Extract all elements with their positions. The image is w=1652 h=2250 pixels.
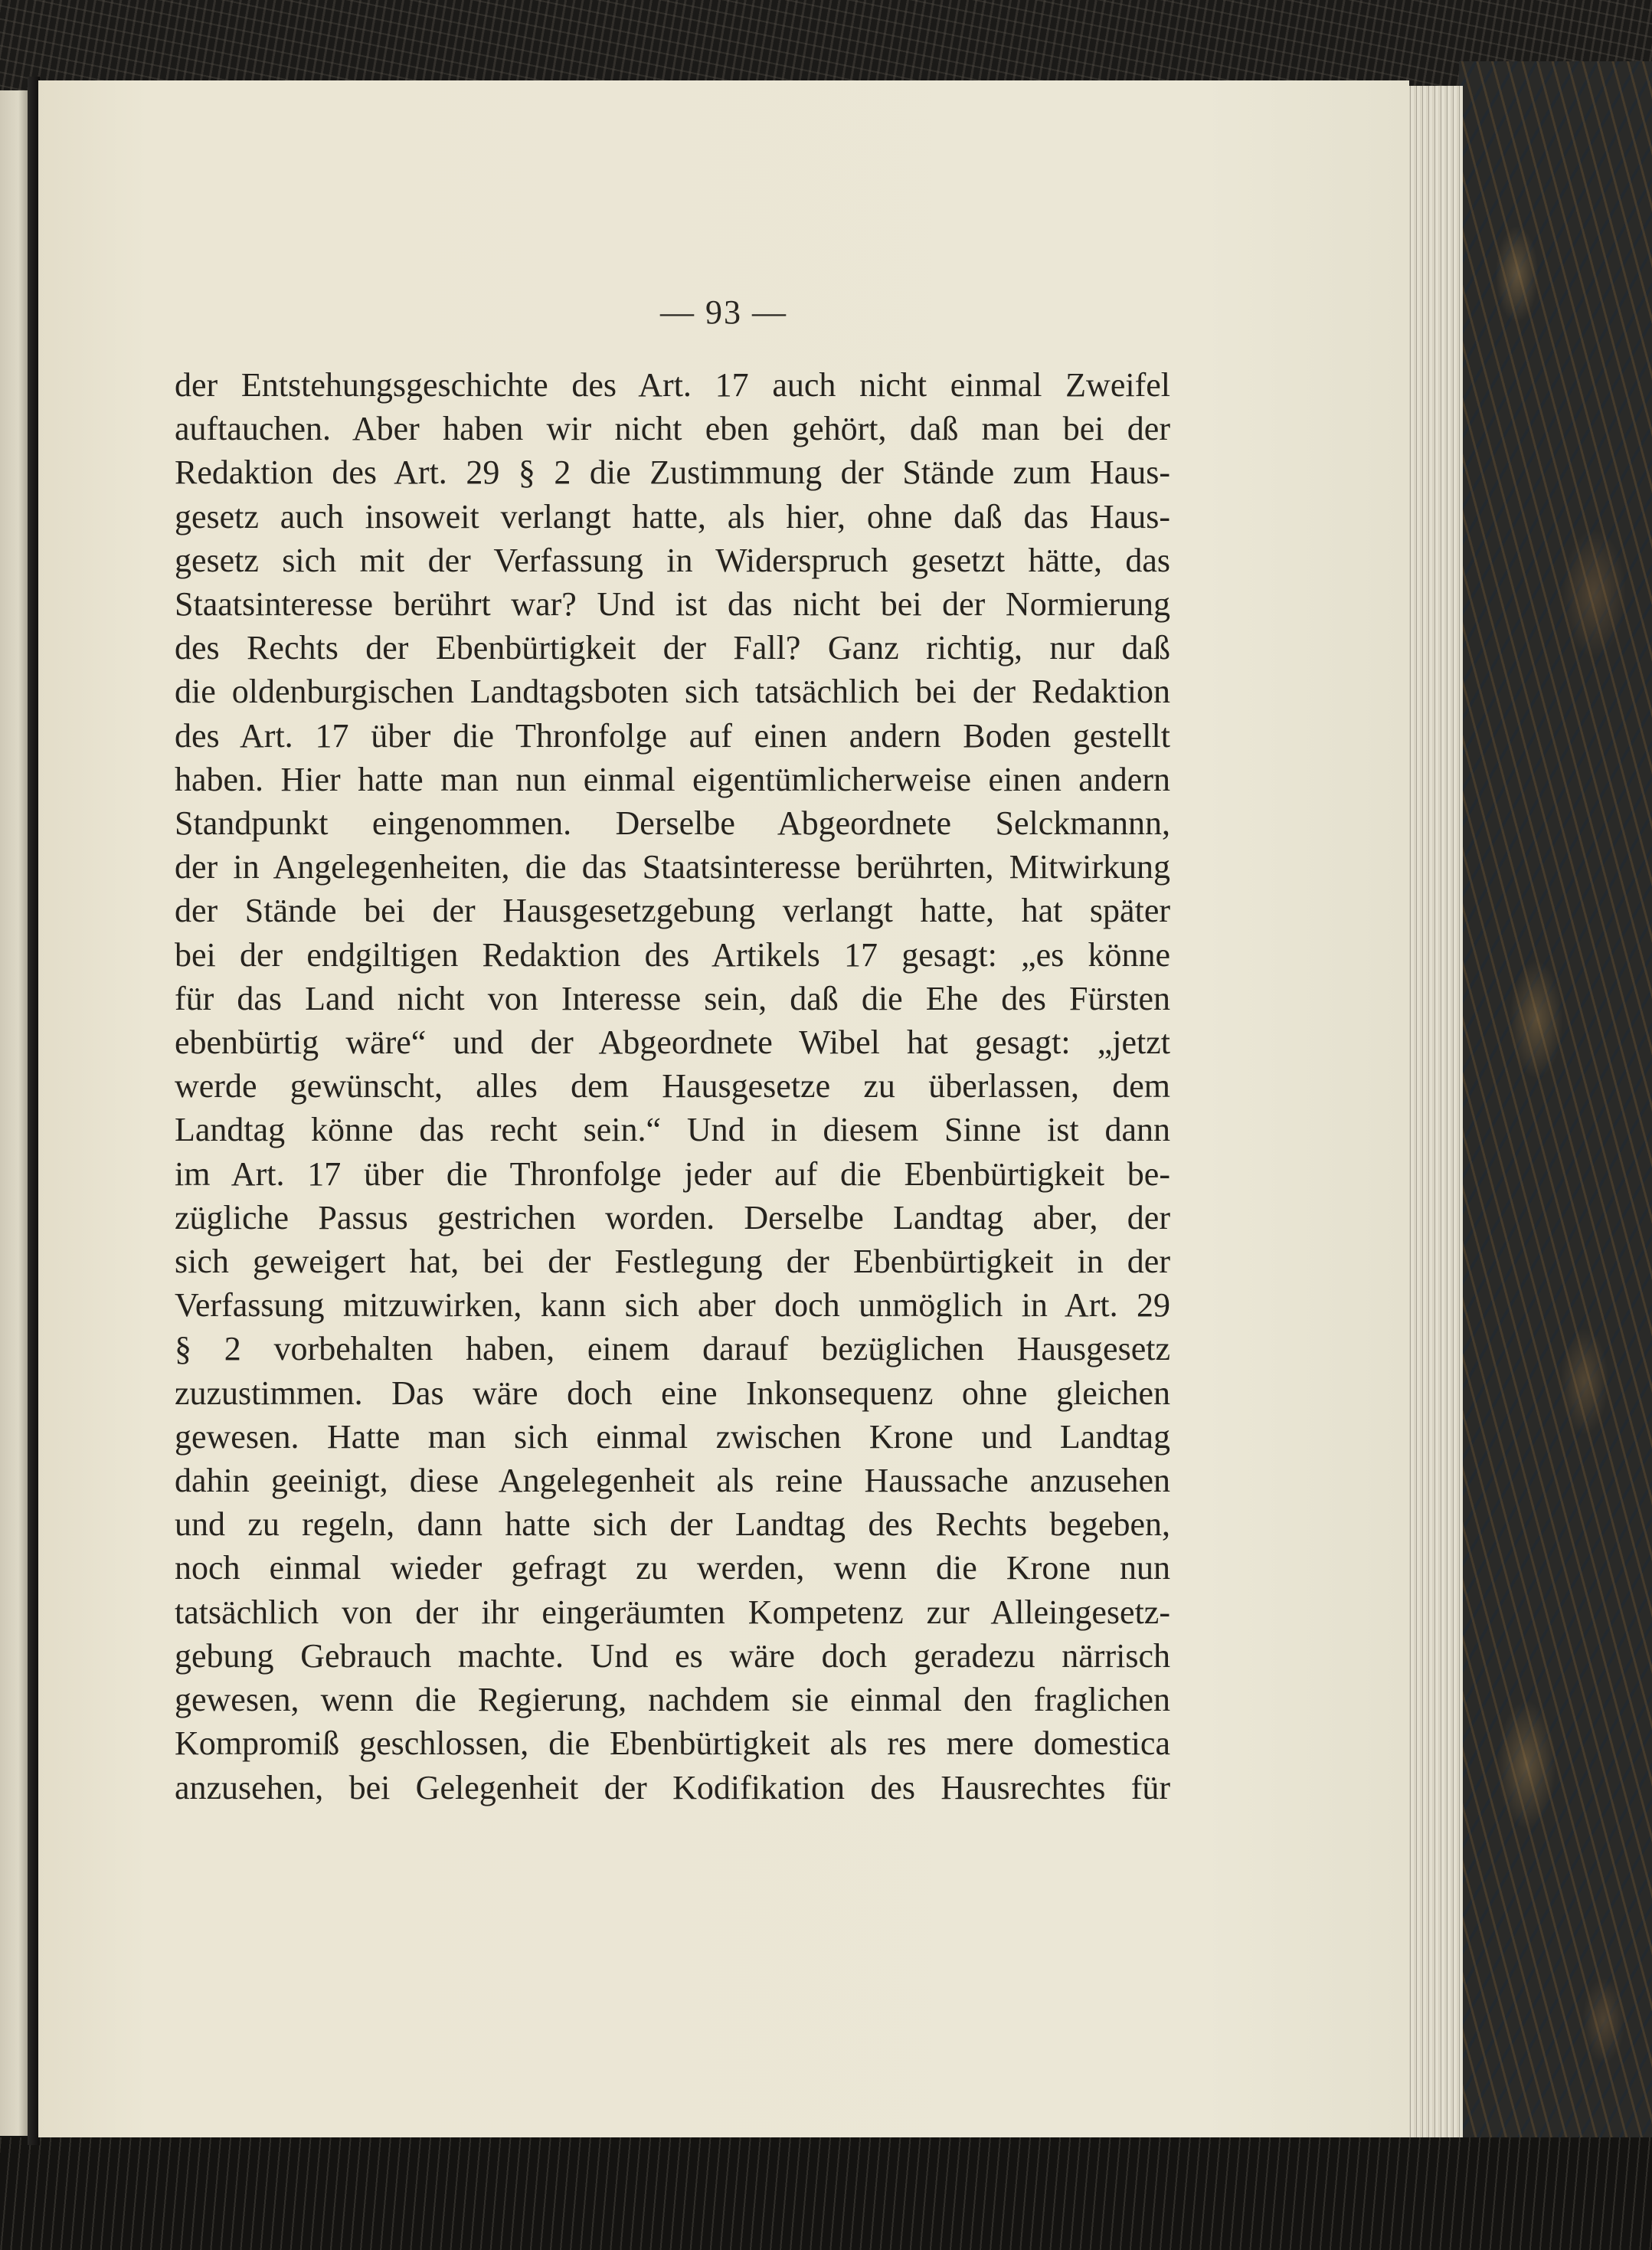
text-line: des Art. 17 über die Thronfolge auf einen andern Boden gestellt	[175, 716, 1170, 755]
text-line: tatsächlich von der ihr eingeräumten Kompetenz zur Alleingesetz-	[175, 1593, 1170, 1631]
text-line: werde gewünscht, alles dem Hausgesetze zu überlassen, dem	[175, 1067, 1170, 1105]
text-line: bei der endgiltigen Redaktion des Artikels 17 gesagt: „es könne	[175, 935, 1170, 974]
text-line: zuzustimmen. Das wäre doch eine Inkonsequenz ohne gleichen	[175, 1374, 1170, 1412]
text-line: für das Land nicht von Interesse sein, daß die Ehe des Fürsten	[175, 979, 1170, 1017]
text-line: dahin geeinigt, diese Angelegenheit als reine Haussache anzusehen	[175, 1462, 1170, 1500]
text-line: anzusehen, bei Gelegenheit der Kodifikation des Hausrechtes für	[175, 1768, 1170, 1806]
text-line: gewesen. Hatte man sich einmal zwischen Krone und Landtag	[175, 1417, 1170, 1456]
text-line: Verfassung mitzuwirken, kann sich aber doch unmöglich in Art. 29	[175, 1286, 1170, 1325]
text-line: gesetz sich mit der Verfassung in Widerspruch gesetzt hätte, das	[175, 541, 1170, 579]
text-line: gebung Gebrauch machte. Und es wäre doch geradezu närrisch	[175, 1636, 1170, 1675]
text-line: Landtag könne das recht sein.“ Und in diesem Sinne ist dann	[175, 1111, 1170, 1149]
text-line: im Art. 17 über die Thronfolge jeder auf die Ebenbürtigkeit be-	[175, 1154, 1170, 1193]
text-line: § 2 vorbehalten haben, einem darauf bezüglichen Hausgesetz	[175, 1330, 1170, 1368]
text-line: auftauchen. Aber haben wir nicht eben gehört, daß man bei der	[175, 410, 1170, 448]
text-line: haben. Hier hatte man nun einmal eigentümlicherweise einen andern	[175, 760, 1170, 798]
text-line: der Entstehungsgeschichte des Art. 17 auch nicht einmal Zweifel	[175, 366, 1170, 404]
text-line: gewesen, wenn die Regierung, nachdem sie einmal den fraglichen	[175, 1681, 1170, 1719]
text-line: und zu regeln, dann hatte sich der Landtag des Rechts begeben,	[175, 1505, 1170, 1544]
text-line: sich geweigert hat, bei der Festlegung der Ebenbürtigkeit in der	[175, 1243, 1170, 1281]
text-line: Redaktion des Art. 29 § 2 die Zustimmung der Stände zum Haus-	[175, 454, 1170, 492]
marbled-cover	[1459, 61, 1652, 2191]
text-line: die oldenburgischen Landtagsboten sich tatsächlich bei der Redaktion	[175, 673, 1170, 711]
page-edges	[1402, 86, 1463, 2139]
text-line: zügliche Passus gestrichen worden. Derselbe Landtag aber, der	[175, 1198, 1170, 1236]
text-line: der Stände bei der Hausgesetzgebung verlangt hatte, hat später	[175, 892, 1170, 930]
text-line: Staatsinteresse berührt war? Und ist das nicht bei der Normierung	[175, 585, 1170, 624]
text-line: gesetz auch insoweit verlangt hatte, als hier, ohne daß das Haus-	[175, 497, 1170, 535]
book-bottom-edge	[0, 2137, 1652, 2250]
text-line: des Rechts der Ebenbürtigkeit der Fall? Ganz richtig, nur daß	[175, 629, 1170, 667]
page-number: — 93 —	[660, 293, 787, 331]
text-line: noch einmal wieder gefragt zu werden, wenn die Krone nun	[175, 1549, 1170, 1587]
previous-page-edge	[0, 90, 31, 2136]
text-line: der in Angelegenheiten, die das Staatsinteresse berührten, Mitwirkung	[175, 848, 1170, 886]
text-line: Standpunkt eingenommen. Derselbe Abgeordnete Selckmannn,	[175, 804, 1170, 843]
text-line: Kompromiß geschlossen, die Ebenbürtigkeit als res mere domestica	[175, 1724, 1170, 1763]
text-line: ebenbürtig wäre“ und der Abgeordnete Wibel hat gesagt: „jetzt	[175, 1023, 1170, 1062]
body-text	[175, 363, 1170, 1809]
